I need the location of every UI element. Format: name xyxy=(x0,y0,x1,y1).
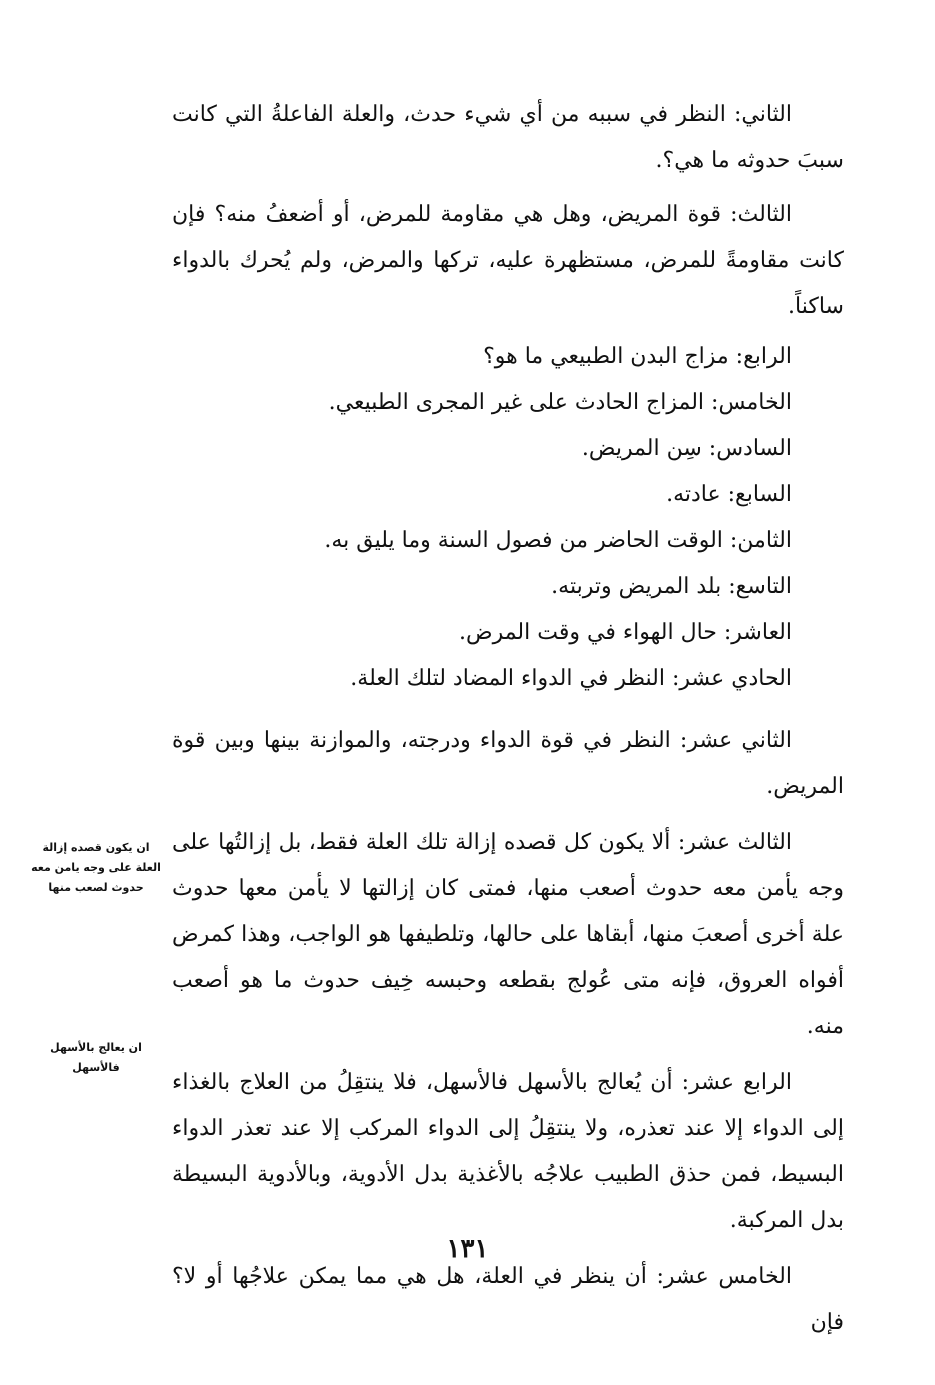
margin-note-fourteenth: ان يعالج بالأسهل فالأسهل xyxy=(50,1041,142,1074)
list-item-fourth: الرابع: مزاج البدن الطبيعي ما هو؟ xyxy=(483,344,792,369)
page-number: ١٣١ xyxy=(446,1234,489,1264)
list-item-tenth: العاشر: حال الهواء في وقت المرض. xyxy=(458,620,792,645)
paragraph-second: الثاني: النظر في سببه من أي شيء حدث، والعلة الفاعلةُ التي كانت سببَ حدوثه ما هي؟. xyxy=(172,102,844,173)
text-block-top xyxy=(172,92,844,330)
margin-note-thirteenth: ان يكون قصده إزالة العلة على وجه يامن معه حدوث لصعب منها xyxy=(31,841,161,894)
paragraph-fifteenth: الخامس عشر: أن ينظر في العلة، هل هي مما يمكن علاجُها أو لا؟ فإن xyxy=(172,1264,844,1335)
list-item-seventh: السابع: عادته. xyxy=(666,482,792,507)
list-item-sixth: السادس: سِن المريض. xyxy=(581,436,792,461)
list-item-eighth: الثامن: الوقت الحاضر من فصول السنة وما يليق به. xyxy=(324,528,792,553)
text-block-list xyxy=(172,334,844,702)
paragraph-third: الثالث: قوة المريض، وهل هي مقاومة للمرض، أو أضعفُ منه؟ فإن كانت مقاومةً للمرض، مستظهرة عليه، تركها والمرض، ولم يُحرك بالدواء ساكناً. xyxy=(172,202,844,319)
list-item-eleventh: الحادي عشر: النظر في الدواء المضاد لتلك العلة. xyxy=(350,666,792,691)
list-item-fifth: الخامس: المزاج الحادث على غير المجرى الطبيعي. xyxy=(328,390,792,415)
paragraph-thirteenth: الثالث عشر: ألا يكون كل قصده إزالة تلك العلة فقط، بل إزالتُها على وجه يأمن معه حدوث أصعب منها، فمتى كان إزالتها لا يأمن معها حدوث علة أخرى أصعبَ منها، أبقاها على حالها، وتلطيفها هو الواجب، وهذا كمرض أفواه العروق، فإنه متى عُولج بقطعه وحبسه خِيف حدوث ما هو أصعب منه. xyxy=(172,830,844,1039)
list-item-ninth: التاسع: بلد المريض وتربته. xyxy=(551,574,792,599)
paragraph-twelfth: الثاني عشر: النظر في قوة الدواء ودرجته، والموازنة بينها وبين قوة المريض. xyxy=(172,728,844,799)
paragraph-fourteenth: الرابع عشر: أن يُعالج بالأسهل فالأسهل، فلا ينتقِلُ من العلاج بالغذاء إلى الدواء إلا عند تعذره، ولا ينتقِلُ إلى الدواء المركب إلا عند تعذر الدواء البسيط، فمن حذق الطبيب علاجُه بالأغذية بدل الأدوية، وبالأدوية البسيطة بدل المركبة. xyxy=(172,1070,844,1233)
